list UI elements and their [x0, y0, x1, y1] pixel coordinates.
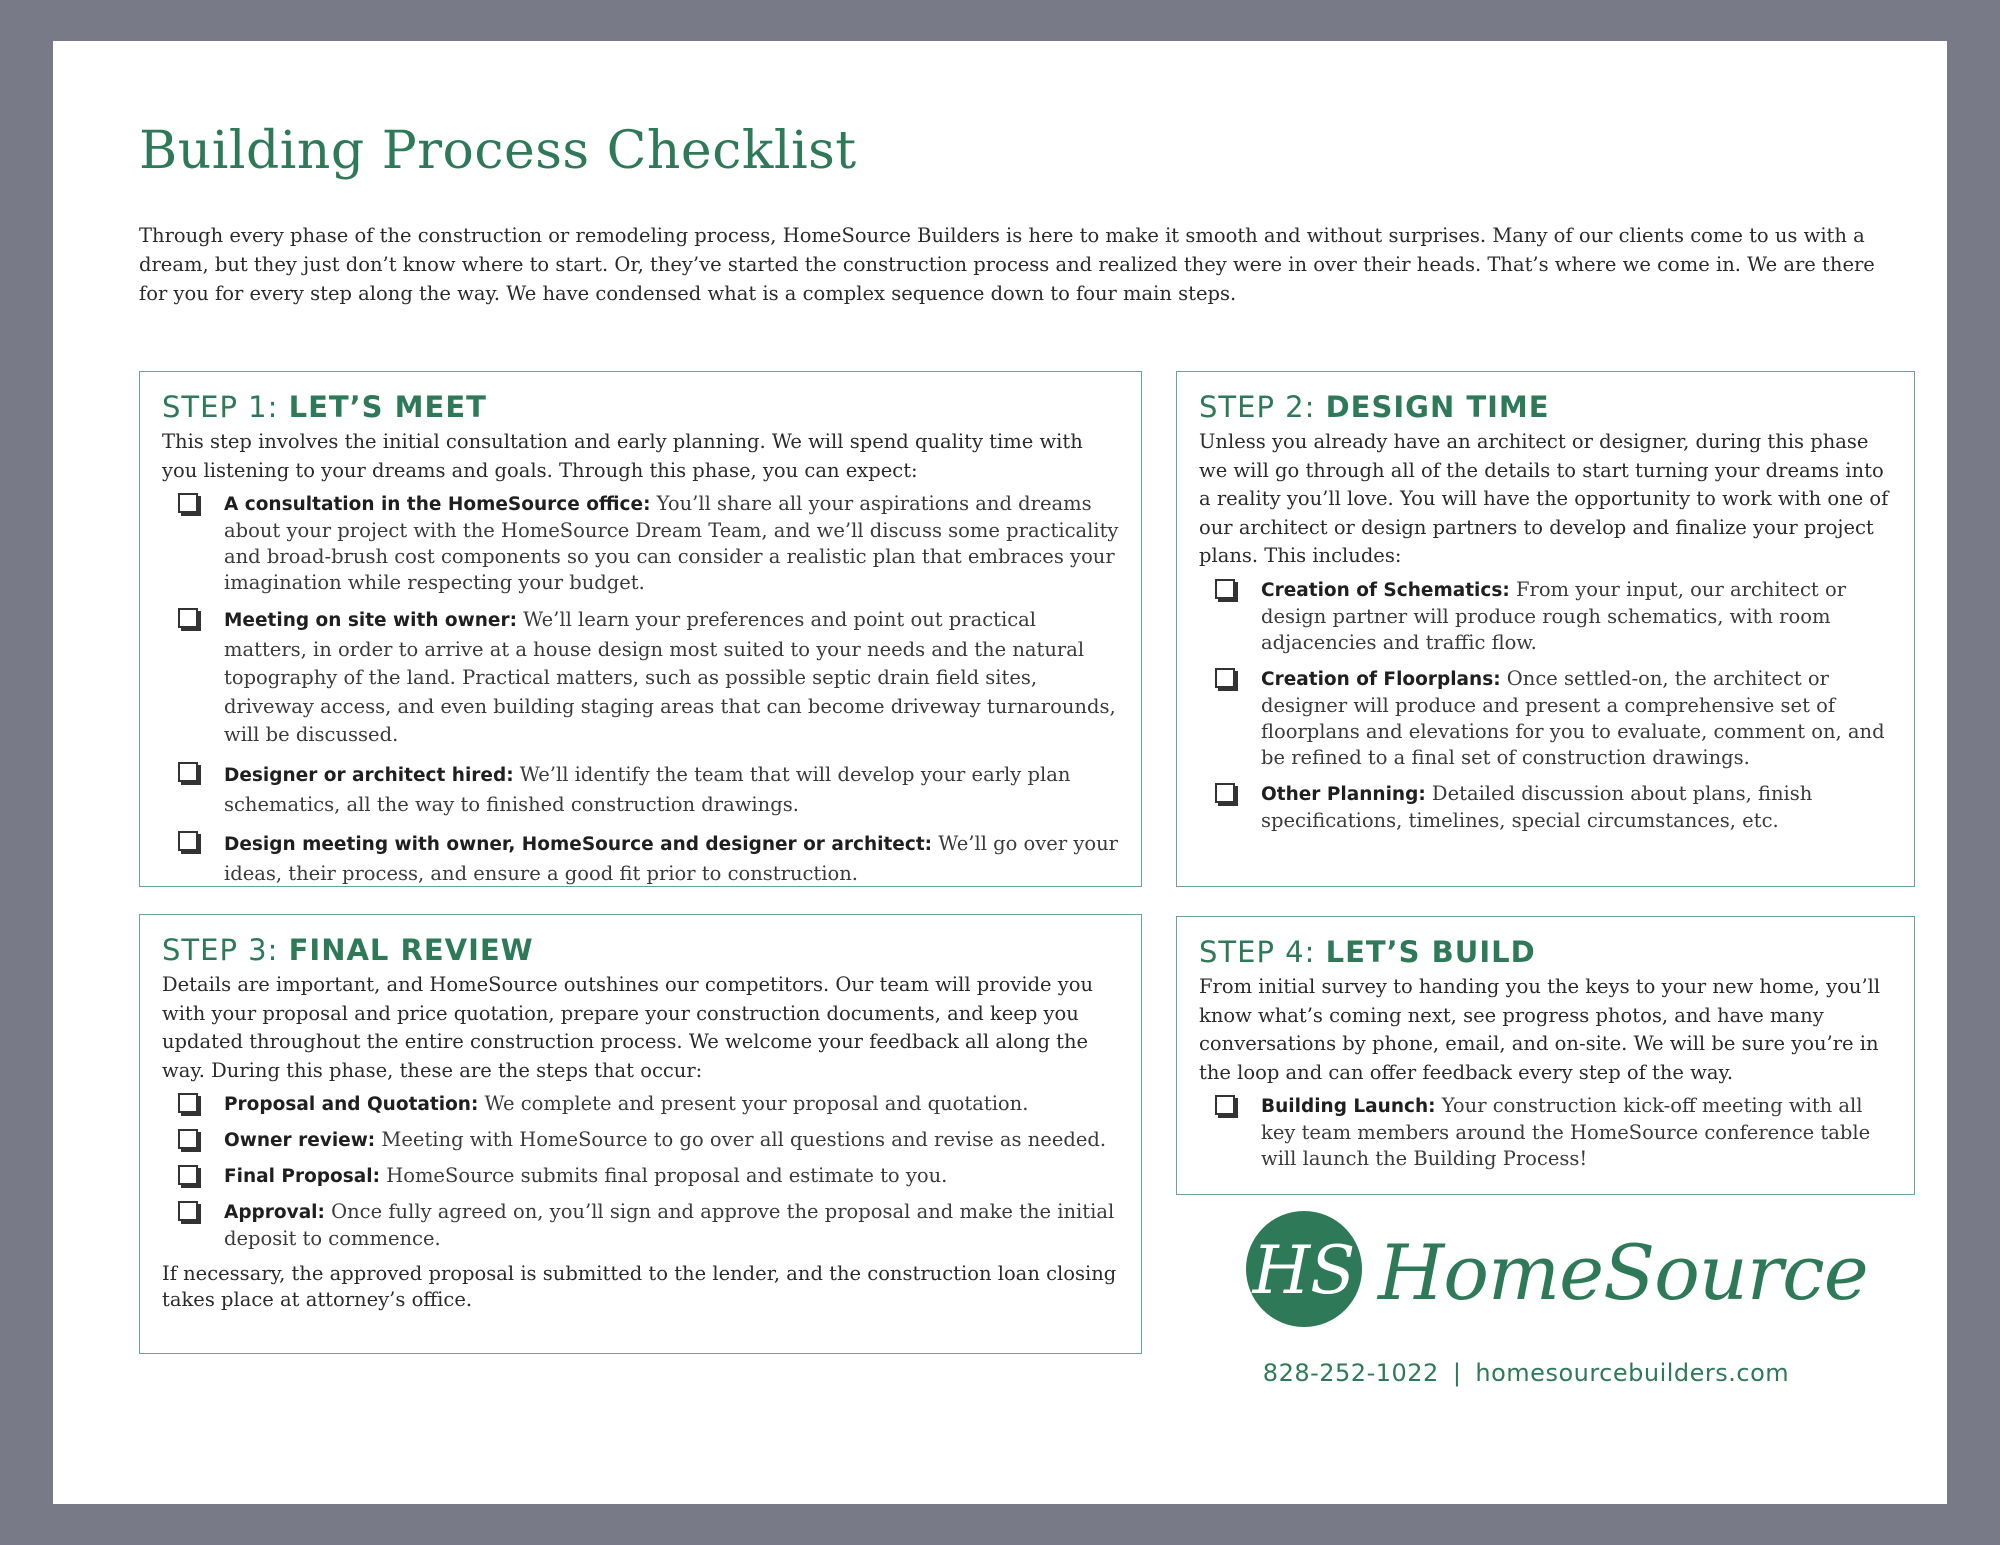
step-2-checklist	[1199, 577, 1894, 834]
checklist-item	[162, 1199, 1121, 1252]
step-4-heading	[1199, 935, 1894, 969]
website-link[interactable]: homesourcebuilders.com	[1475, 1359, 1790, 1387]
item-text: Meeting with HomeSource to go over all questions and revise as needed.	[375, 1128, 1107, 1151]
item-label: Approval:	[224, 1202, 325, 1223]
step-2-box	[1176, 371, 1915, 887]
item-label: Design meeting with owner, HomeSource and designer or architect:	[224, 833, 933, 855]
item-label: Designer or architect hired:	[224, 764, 514, 786]
intro-paragraph: Through every phase of the construction or remodeling process, HomeSource Builders is here to make it smooth and without surprises. Many of our clients come to us with a dream, but they just don’t know where to start. Or, they’ve started the construction process and realized they were in over their heads. That’s where we come in. We are there for you for every step along the way. We have condensed what is a complex sequence down to four main steps.	[139, 224, 1875, 305]
step-1-box	[139, 371, 1142, 887]
checkbox[interactable]	[1215, 579, 1235, 599]
item-text: Once fully agreed on, you’ll sign and approve the proposal and make the initial deposit to commence.	[224, 1200, 1115, 1250]
step-3-name: FINAL REVIEW	[288, 933, 534, 967]
item-label: A consultation in the HomeSource office:	[224, 494, 651, 515]
step-1-name: LET’S MEET	[288, 390, 487, 424]
step-2-name: DESIGN TIME	[1325, 390, 1550, 424]
item-text: HomeSource submits final proposal and estimate to you.	[380, 1164, 948, 1187]
checkbox[interactable]	[178, 1093, 198, 1113]
step-1-heading	[162, 390, 1121, 424]
logo-monogram: HS	[1252, 1232, 1356, 1309]
checkbox[interactable]	[1215, 1095, 1235, 1115]
step-4-description: From initial survey to handing you the keys to your new home, you’ll know what’s coming next, see progress photos, and have many conversations by phone, email, and on-site. We will be sure you’re in the loop and can offer feedback every step of the way.	[1199, 975, 1881, 1084]
page-title: Building Process Checklist	[139, 121, 857, 181]
checkbox[interactable]	[178, 831, 198, 851]
step-3-box	[139, 914, 1142, 1354]
item-text: We complete and present your proposal and quotation.	[478, 1092, 1029, 1115]
item-text: From your input, our architect or design partner will produce rough schematics, with room adjacencies and traffic flow.	[1261, 577, 1847, 654]
checklist-item	[1199, 781, 1894, 834]
step-3-closing: If necessary, the approved proposal is submitted to the lender, and the construction loan closing takes place at attorney’s office.	[162, 1262, 1117, 1311]
step-4-checklist	[1199, 1093, 1894, 1172]
item-label: Proposal and Quotation:	[224, 1094, 479, 1115]
checklist-item	[162, 491, 1121, 596]
checkbox[interactable]	[178, 1165, 198, 1185]
checkbox[interactable]	[178, 1201, 198, 1221]
step-3-checklist	[162, 1091, 1121, 1252]
checkbox[interactable]	[178, 608, 198, 628]
step-3-description: Details are important, and HomeSource outshines our competitors. Our team will provide you with your proposal and price quotation, prepare your construction documents, and keep you updated throughout the entire construction process. We welcome your feedback all along the way. During this phase, these are the steps that occur:	[162, 973, 1094, 1082]
item-text: We’ll go over your ideas, their process, and ensure a good fit prior to construction.	[224, 831, 1118, 885]
checklist-item	[1199, 666, 1894, 771]
step-2-description: Unless you already have an architect or designer, during this phase we will go through all of the details to start turning your dreams into a reality you’ll love. You will have the opportunity to work with one of our architect or design partners to develop and finalize your project plans. This includes:	[1199, 430, 1889, 567]
checklist-item	[162, 1163, 1121, 1190]
checkbox[interactable]	[178, 762, 198, 782]
step-4-name: LET’S BUILD	[1325, 935, 1536, 969]
step-2-heading	[1199, 390, 1894, 424]
checklist-item	[162, 606, 1121, 750]
phone-number[interactable]: 828-252-1022	[1262, 1359, 1439, 1387]
step-4-box	[1176, 916, 1915, 1195]
checklist-item	[162, 760, 1121, 819]
item-text: We’ll learn your preferences and point out practical matters, in order to arrive at a house design most suited to your needs and the natural topography of the land. Practical matters, such as possible septic drain field sites, driveway access, and even building staging areas that can become driveway turnarounds, will be discussed.	[224, 608, 1116, 746]
item-label: Creation of Floorplans:	[1261, 668, 1501, 690]
step-4-prefix: STEP 4:	[1199, 935, 1326, 969]
checkbox[interactable]	[178, 1129, 198, 1149]
step-3-prefix: STEP 3:	[162, 933, 289, 967]
checkbox[interactable]	[1215, 783, 1235, 803]
item-text: We’ll identify the team that will develop your early plan schematics, all the way to finished construction drawings.	[224, 762, 1071, 816]
contact-line	[1246, 1359, 1806, 1387]
logo-wordmark: HomeSource	[1378, 1228, 1868, 1317]
item-text: Once settled-on, the architect or designer will produce and present a comprehensive set of floorplans and elevations for you to evaluate, comment on, and be refined to a final set of construction drawings.	[1261, 666, 1885, 769]
checklist-item	[162, 829, 1121, 888]
item-text: You’ll share all your aspirations and dreams about your project with the HomeSource Dream Team, and we’ll discuss some practicality and broad-brush cost components so you can consider a realistic plan that embraces your imagination while respecting your budget.	[224, 492, 1119, 594]
item-label: Creation of Schematics:	[1261, 579, 1510, 601]
checklist-item	[162, 1127, 1121, 1154]
checkbox[interactable]	[1215, 668, 1235, 688]
item-label: Other Planning:	[1261, 783, 1426, 805]
checklist-item	[1199, 1093, 1894, 1172]
checklist-page	[53, 41, 1947, 1504]
homesource-logo	[1246, 1211, 1868, 1331]
item-label: Final Proposal:	[224, 1166, 380, 1187]
item-label: Owner review:	[224, 1130, 376, 1151]
step-3-heading	[162, 933, 1121, 967]
step-1-description: This step involves the initial consultation and early planning. We will spend quality time with you listening to your dreams and goals. Through this phase, you can expect:	[162, 430, 1083, 482]
step-1-checklist	[162, 491, 1121, 888]
step-1-prefix: STEP 1:	[162, 390, 289, 424]
item-text: Detailed discussion about plans, finish specifications, timelines, special circumstances, etc.	[1261, 781, 1813, 832]
contact-separator: |	[1452, 1359, 1462, 1387]
checkbox[interactable]	[178, 493, 198, 513]
checklist-item	[1199, 577, 1894, 656]
checklist-item	[162, 1091, 1121, 1118]
item-label: Building Launch:	[1261, 1096, 1436, 1117]
item-label: Meeting on site with owner:	[224, 610, 517, 631]
item-text: Your construction kick-off meeting with all key team members around the HomeSource conference table will launch the Building Process!	[1261, 1094, 1871, 1170]
step-2-prefix: STEP 2:	[1199, 390, 1326, 424]
